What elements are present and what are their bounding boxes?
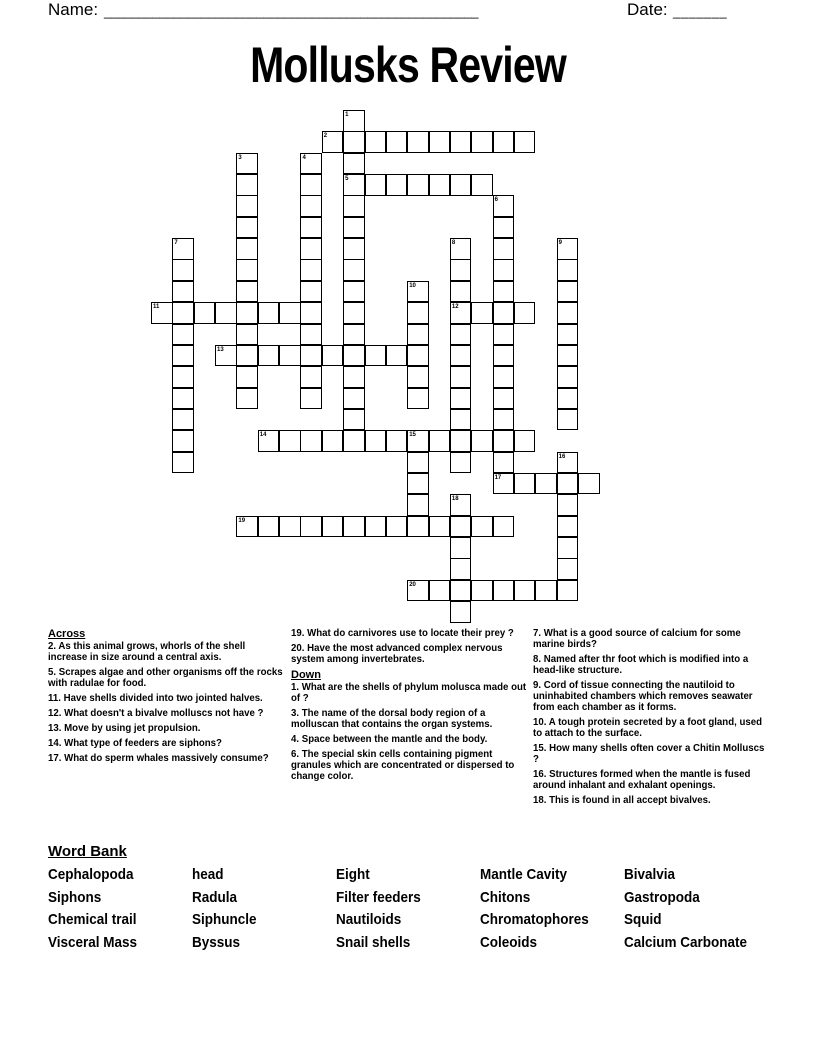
grid-cell[interactable] [365, 516, 387, 538]
grid-cell[interactable] [343, 131, 365, 153]
grid-cell[interactable] [493, 238, 515, 260]
grid-cell[interactable] [535, 580, 557, 602]
grid-cell[interactable] [493, 281, 515, 303]
grid-number: 6 [494, 197, 498, 204]
date-line[interactable]: _______ [673, 4, 728, 19]
grid-cell[interactable] [236, 238, 258, 260]
grid-cell[interactable] [493, 324, 515, 346]
clue-across-14: 14. What type of feeders are siphons? [48, 737, 222, 749]
grid-cell[interactable] [514, 580, 536, 602]
grid-cell[interactable] [236, 217, 258, 239]
clue-down-3: 3. The name of the dorsal body region of a molluscan that contains the organ systems. [291, 707, 493, 730]
grid-cell[interactable] [450, 366, 472, 388]
grid-cell[interactable] [471, 516, 493, 538]
grid-cell[interactable] [300, 430, 322, 452]
clue-down-15: 15. How many shells often cover a Chitin Molluscs ? [533, 742, 765, 765]
grid-cell[interactable] [300, 366, 322, 388]
clue-down-9: 9. Cord of tissue connecting the nautiloid to uninhabited chambers which removes seawater from each chamber as it forms. [533, 679, 753, 713]
clues-column-2 [291, 628, 527, 786]
grid-cell[interactable] [471, 580, 493, 602]
grid-cell[interactable] [429, 430, 451, 452]
grid-cell[interactable] [450, 558, 472, 580]
grid-cell[interactable] [407, 494, 429, 516]
grid-cell[interactable] [258, 302, 280, 324]
grid-cell[interactable] [386, 345, 408, 367]
grid-cell[interactable] [429, 580, 451, 602]
grid-cell[interactable] [343, 409, 365, 431]
grid-cell[interactable] [343, 345, 365, 367]
grid-cell[interactable] [172, 388, 194, 410]
grid-cell[interactable] [300, 516, 322, 538]
grid-cell[interactable] [407, 388, 429, 410]
grid-cell[interactable] [493, 217, 515, 239]
grid-cell[interactable] [300, 345, 322, 367]
grid-cell[interactable] [557, 537, 579, 559]
grid-cell[interactable] [578, 473, 600, 495]
word-bank-item: Mantle Cavity [480, 866, 568, 883]
grid-cell[interactable] [557, 388, 579, 410]
grid-cell[interactable] [300, 388, 322, 410]
word-bank-item: Gastropoda [624, 889, 700, 906]
grid-cell[interactable] [236, 324, 258, 346]
word-bank-item: Siphons [48, 889, 102, 906]
grid-cell[interactable] [386, 430, 408, 452]
clue-across-17: 17. What do sperm whales massively consume? [48, 752, 269, 764]
grid-cell[interactable] [236, 388, 258, 410]
grid-cell[interactable] [194, 302, 216, 324]
grid-cell[interactable] [236, 174, 258, 196]
across-heading: Across [48, 628, 86, 640]
grid-cell[interactable] [450, 324, 472, 346]
grid-cell[interactable] [172, 324, 194, 346]
grid-cell[interactable] [386, 131, 408, 153]
grid-cell[interactable] [386, 174, 408, 196]
grid-cell[interactable] [450, 430, 472, 452]
word-bank-item: Cephalopoda [48, 866, 134, 883]
grid-cell[interactable] [365, 174, 387, 196]
grid-cell[interactable] [450, 452, 472, 474]
grid-cell[interactable] [429, 131, 451, 153]
word-bank-item: Chromatophores [480, 911, 589, 928]
grid-number: 12 [451, 304, 459, 311]
grid-cell[interactable] [172, 281, 194, 303]
grid-number: 18 [451, 496, 459, 503]
grid-number: 19 [238, 517, 246, 524]
clue-down-7: 7. What is a good source of calcium for some marine birds? [533, 627, 741, 650]
word-bank-item: Byssus [192, 934, 241, 951]
grid-cell[interactable] [172, 366, 194, 388]
grid-cell[interactable] [365, 131, 387, 153]
grid-cell[interactable] [557, 345, 579, 367]
grid-cell[interactable] [300, 217, 322, 239]
word-bank-item: Siphuncle [192, 911, 257, 928]
grid-cell[interactable] [450, 345, 472, 367]
word-bank-item: Visceral Mass [48, 934, 138, 951]
grid-cell[interactable] [365, 430, 387, 452]
grid-cell[interactable] [407, 131, 429, 153]
grid-number: 16 [558, 453, 566, 460]
grid-cell[interactable] [172, 302, 194, 324]
grid-cell[interactable] [322, 345, 344, 367]
grid-cell[interactable] [343, 516, 365, 538]
grid-cell[interactable] [535, 473, 557, 495]
grid-cell[interactable] [236, 195, 258, 217]
grid-cell[interactable] [236, 259, 258, 281]
grid-cell[interactable] [407, 174, 429, 196]
grid-cell[interactable] [493, 131, 515, 153]
grid-cell[interactable] [450, 516, 472, 538]
grid-number: 2 [323, 133, 328, 140]
grid-cell[interactable] [300, 324, 322, 346]
grid-number: 7 [174, 240, 178, 247]
grid-cell[interactable] [343, 259, 365, 281]
grid-cell[interactable] [557, 324, 579, 346]
clue-down-10: 10. A tough protein secreted by a foot gland, used to attach to the surface. [533, 716, 763, 739]
clue-down-8: 8. Named after thr foot which is modified into a head-like structure. [533, 653, 749, 676]
clue-across-20: 20. Have the most advanced complex nervous system among invertebrates. [291, 642, 503, 665]
grid-cell[interactable] [493, 580, 515, 602]
grid-cell[interactable] [557, 580, 579, 602]
word-bank-item: Chitons [480, 889, 531, 906]
grid-cell[interactable] [493, 302, 515, 324]
grid-cell[interactable] [279, 302, 301, 324]
grid-cell[interactable] [493, 345, 515, 367]
grid-cell[interactable] [279, 430, 301, 452]
grid-number: 17 [494, 474, 502, 481]
grid-cell[interactable] [450, 131, 472, 153]
grid-cell[interactable] [343, 153, 365, 175]
grid-cell[interactable] [300, 302, 322, 324]
grid-number: 10 [409, 282, 416, 289]
grid-cell[interactable] [386, 516, 408, 538]
grid-cell[interactable] [493, 259, 515, 281]
grid-cell[interactable] [407, 452, 429, 474]
grid-cell[interactable] [300, 195, 322, 217]
grid-cell[interactable] [450, 409, 472, 431]
grid-cell[interactable] [236, 345, 258, 367]
grid-cell[interactable] [322, 516, 344, 538]
grid-cell[interactable] [407, 345, 429, 367]
grid-number: 20 [409, 581, 416, 588]
clue-across-5: 5. Scrapes algae and other organisms off the rocks with radulae for food. [48, 666, 283, 689]
grid-cell[interactable] [493, 452, 515, 474]
word-bank-item: Coleoids [480, 934, 538, 951]
grid-cell[interactable] [300, 259, 322, 281]
name-line[interactable]: ______________________________________________________ [104, 4, 479, 19]
grid-cell[interactable] [300, 238, 322, 260]
grid-cell[interactable] [343, 366, 365, 388]
grid-cell[interactable] [343, 281, 365, 303]
grid-cell[interactable] [407, 366, 429, 388]
grid-cell[interactable] [514, 473, 536, 495]
grid-cell[interactable] [557, 516, 579, 538]
grid-cell[interactable] [493, 430, 515, 452]
down-heading: Down [291, 669, 321, 681]
clue-down-4: 4. Space between the mantle and the body. [291, 733, 488, 745]
clue-across-19: 19. What do carnivores use to locate their prey ? [291, 627, 514, 639]
grid-cell[interactable] [557, 302, 579, 324]
grid-number: 5 [345, 176, 349, 183]
clue-across-2: 2. As this animal grows, whorls of the shell increase in size around a central axis. [48, 640, 246, 663]
clue-down-1: 1. What are the shells of phylum molusca made out of ? [291, 681, 527, 704]
grid-number: 3 [238, 154, 242, 161]
grid-cell[interactable] [343, 430, 365, 452]
clue-down-18: 18. This is found in all accept bivalves. [533, 794, 711, 806]
grid-cell[interactable] [429, 174, 451, 196]
grid-cell[interactable] [172, 452, 194, 474]
grid-cell[interactable] [365, 345, 387, 367]
page-title: Mollusks Review [250, 37, 566, 93]
word-bank-item: Nautiloids [336, 911, 402, 928]
grid-cell[interactable] [557, 558, 579, 580]
grid-cell[interactable] [300, 281, 322, 303]
grid-cell[interactable] [172, 409, 194, 431]
grid-cell[interactable] [300, 174, 322, 196]
grid-number: 9 [558, 240, 562, 247]
word-bank-item: Eight [336, 866, 370, 883]
grid-cell[interactable] [343, 388, 365, 410]
grid-number: 11 [153, 304, 160, 311]
grid-number: 15 [409, 432, 416, 439]
clue-down-6: 6. The special skin cells containing pigment granules which are concentrated or dispersed to change color. [291, 748, 515, 782]
grid-cell[interactable] [514, 430, 536, 452]
word-bank-title: Word Bank [48, 843, 127, 860]
grid-cell[interactable] [407, 302, 429, 324]
grid-cell[interactable] [343, 238, 365, 260]
grid-number: 8 [451, 240, 456, 247]
grid-cell[interactable] [450, 174, 472, 196]
grid-cell[interactable] [471, 131, 493, 153]
grid-cell[interactable] [493, 388, 515, 410]
grid-cell[interactable] [215, 302, 237, 324]
grid-cell[interactable] [172, 430, 194, 452]
grid-cell[interactable] [343, 217, 365, 239]
clue-across-13: 13. Move by using jet propulsion. [48, 722, 201, 734]
grid-cell[interactable] [557, 494, 579, 516]
grid-cell[interactable] [557, 281, 579, 303]
grid-cell[interactable] [450, 388, 472, 410]
grid-cell[interactable] [557, 366, 579, 388]
grid-cell[interactable] [236, 302, 258, 324]
word-bank-item: Chemical trail [48, 911, 137, 928]
date-label: Date: [627, 0, 668, 19]
grid-cell[interactable] [493, 409, 515, 431]
grid-cell[interactable] [258, 345, 280, 367]
grid-number: 4 [302, 154, 306, 161]
grid-cell[interactable] [450, 259, 472, 281]
grid-cell[interactable] [471, 302, 493, 324]
word-bank-item: Squid [624, 911, 662, 928]
grid-cell[interactable] [172, 345, 194, 367]
word-bank-item: Radula [192, 889, 238, 906]
clue-down-16: 16. Structures formed when the mantle is fused around inhalant and exhalant openings. [533, 768, 751, 791]
grid-cell[interactable] [279, 516, 301, 538]
grid-cell[interactable] [343, 324, 365, 346]
grid-cell[interactable] [557, 409, 579, 431]
grid-cell[interactable] [471, 174, 493, 196]
word-bank-item: Calcium Carbonate [624, 934, 748, 951]
clue-across-11: 11. Have shells divided into two jointed halves. [48, 692, 263, 704]
grid-cell[interactable] [279, 345, 301, 367]
grid-cell[interactable] [236, 281, 258, 303]
grid-cell[interactable] [407, 324, 429, 346]
clue-across-12: 12. What doesn't a bivalve molluscs not have ? [48, 707, 264, 719]
grid-number: 1 [345, 112, 349, 118]
grid-cell[interactable] [343, 302, 365, 324]
grid-cell[interactable] [450, 281, 472, 303]
grid-cell[interactable] [493, 516, 515, 538]
grid-cell[interactable] [493, 366, 515, 388]
grid-cell[interactable] [514, 302, 536, 324]
grid-cell[interactable] [322, 430, 344, 452]
grid-cell[interactable] [407, 516, 429, 538]
grid-cell[interactable] [236, 366, 258, 388]
grid-cell[interactable] [407, 473, 429, 495]
grid-cell[interactable] [557, 473, 579, 495]
grid-cell[interactable] [557, 259, 579, 281]
grid-number: 13 [217, 346, 224, 353]
grid-cell[interactable] [172, 259, 194, 281]
grid-cell[interactable] [343, 195, 365, 217]
word-bank-item: Filter feeders [336, 889, 421, 906]
grid-number: 14 [259, 432, 267, 439]
grid-cell[interactable] [450, 580, 472, 602]
word-bank-item: Snail shells [336, 934, 411, 951]
grid-cell[interactable] [514, 131, 536, 153]
word-bank-item: head [192, 866, 224, 883]
word-bank-item: Bivalvia [624, 866, 676, 883]
grid-cell[interactable] [450, 601, 472, 623]
grid-cell[interactable] [429, 516, 451, 538]
clues-column-1 [48, 628, 284, 768]
name-label: Name: [48, 0, 99, 19]
grid-cell[interactable] [450, 537, 472, 559]
grid-cell[interactable] [471, 430, 493, 452]
clues-column-3 [533, 628, 769, 810]
grid-cell[interactable] [258, 516, 280, 538]
